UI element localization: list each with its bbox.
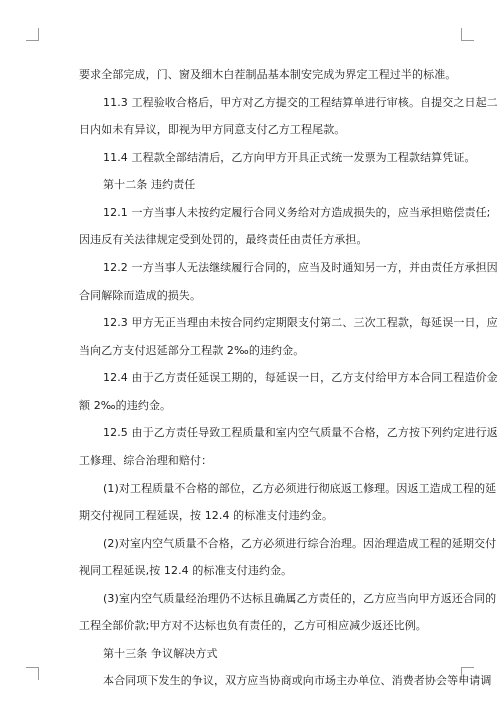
clause-11-4: 11.4 工程款全部结清后，乙方向甲方开具正式统一发票为工程款结算凭证。 (103, 151, 476, 164)
text-line: 当向乙方支付迟延部分工程款 2‰的违约金。 (79, 344, 305, 357)
article-13-text: 本合同项下发生的争议，双方应当协商或向市场主办单位、消费者协会等申请调 (103, 674, 492, 687)
text-line: 日内如未有异议，即视为甲方同意支付乙方工程尾款。 (79, 123, 346, 136)
clause-12-1: 12.1 一方当事人未按约定履行合同义务给对方造成损失的，应当承担赔偿责任; (103, 206, 491, 219)
clause-12-3: 12.3 甲方无正当理由未按合同约定期限支付第二、三次工程款，每延误一日，应 (103, 316, 498, 329)
text-line: 视同工程延误,按 12.4 的标准支付违约金。 (79, 564, 293, 577)
text-line: 要求全部完成，门、窗及细木白茬制品基本制安完成为界定工程过半的标准。 (79, 68, 457, 81)
text-line: 因违反有关法律规定受到处罚的，最终责任由责任方承担。 (79, 233, 368, 246)
page-corner-mark-top-right (461, 28, 474, 41)
text-line: 工修理、综合治理和赔付： (79, 454, 213, 467)
text-line: 工程全部价款;甲方对不达标也负有责任的，乙方可相应减少返还比例。 (79, 619, 427, 632)
item-2: (2)对室内空气质量不合格，乙方必须进行综合治理。因治理造成工程的延期交付 (103, 537, 497, 550)
clause-12-5: 12.5 由于乙方责任导致工程质量和室内空气质量不合格，乙方按下列约定进行返 (103, 426, 498, 439)
page-corner-mark-top-left (26, 28, 39, 41)
text-line: 合同解除而造成的损失。 (79, 289, 202, 302)
article-12-heading: 第十二条 违约责任 (103, 178, 196, 191)
text-line: 期交付视同工程延误，按 12.4 的标准支付违约金。 (79, 509, 334, 522)
clause-11-3: 11.3 工程验收合格后，甲方对乙方提交的工程结算单进行审核。自提交之日起二 (103, 96, 498, 109)
article-13-heading: 第十三条 争议解决方式 (103, 647, 218, 660)
item-3: (3)室内空气质量经治理仍不达标且确属乙方责任的，乙方应当向甲方返还合同的 (103, 592, 497, 605)
clause-12-4: 12.4 由于乙方责任延误工期的，每延误一日，乙方支付给甲方本合同工程造价金 (103, 371, 498, 384)
text-line: 额 2‰的违约金。 (79, 399, 172, 412)
item-1: (1)对工程质量不合格的部位，乙方必须进行彻底返工修理。因返工造成工程的延 (103, 482, 497, 495)
page-corner-mark-bottom-left (26, 667, 39, 680)
clause-12-2: 12.2 一方当事人无法继续履行合同的，应当及时通知另一方，并由责任方承担因 (103, 261, 498, 274)
